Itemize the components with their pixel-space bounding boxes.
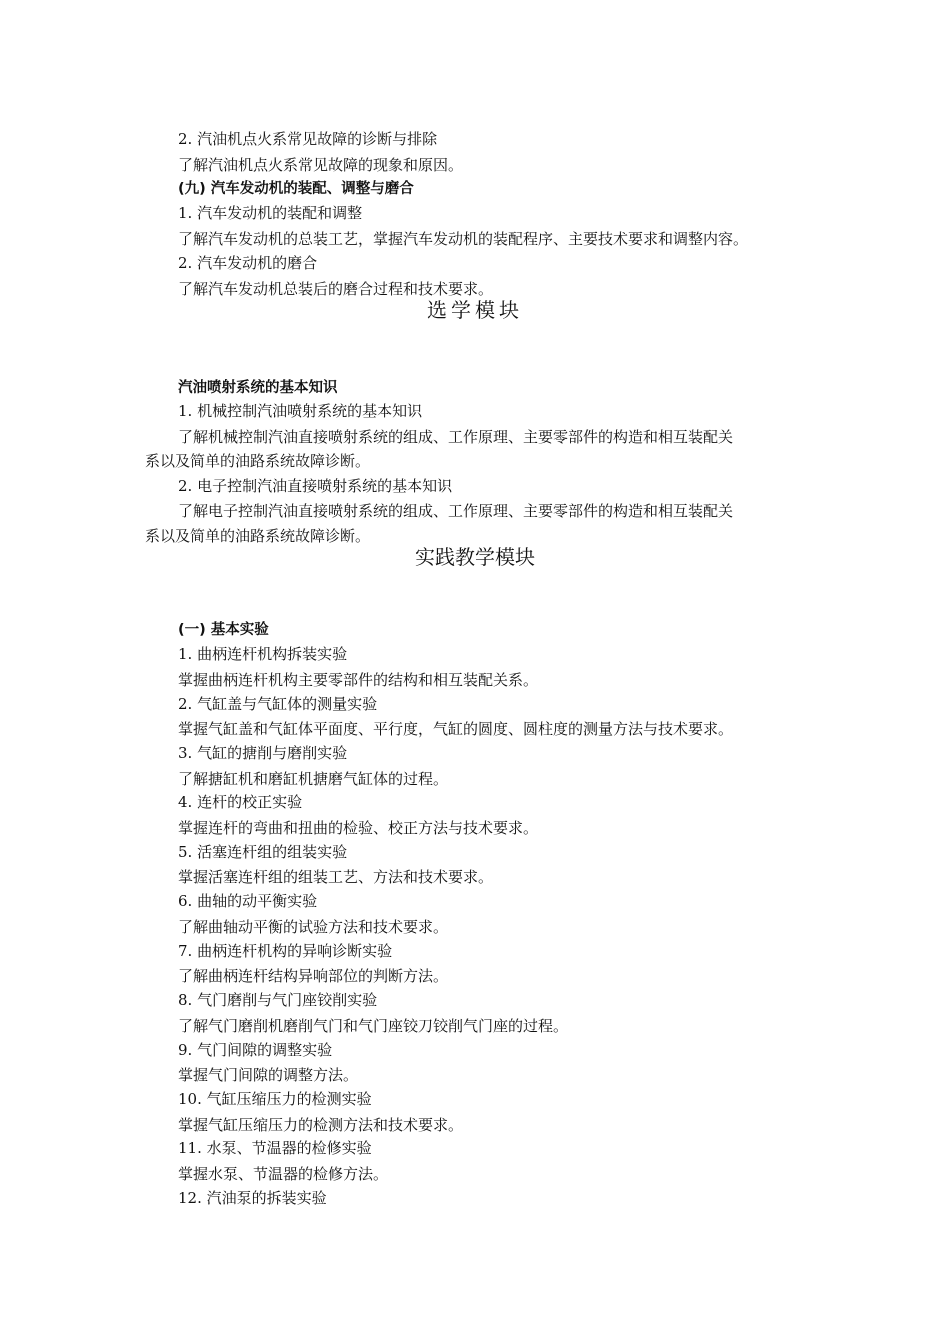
experiment-title: 2. 气缸盖与气缸体的测量实验 (178, 695, 378, 713)
experiment-desc: 掌握连杆的弯曲和扭曲的检验、校正方法与技术要求。 (178, 819, 539, 837)
experiment-title: 9. 气门间隙的调整实验 (178, 1041, 333, 1059)
section-nine-heading: (九) 汽车发动机的装配、调整与磨合 (178, 181, 414, 197)
electronic-injection-desc-line2: 系以及简单的油路系统故障诊断。 (145, 527, 371, 545)
experiment-title: 12. 汽油泵的拆装实验 (178, 1189, 327, 1207)
experiment-title: 7. 曲柄连杆机构的异响诊断实验 (178, 942, 393, 960)
elective-section-heading: 汽油喷射系统的基本知识 (178, 380, 338, 396)
elective-module-title: 选学模块 (427, 298, 523, 322)
assembly-item-desc: 了解汽车发动机的总装工艺，掌握汽车发动机的装配程序、主要技术要求和调整内容。 (178, 230, 749, 248)
experiment-title: 10. 气缸压缩压力的检测实验 (178, 1090, 372, 1108)
experiment-desc: 掌握曲柄连杆机构主要零部件的结构和相互装配关系。 (178, 671, 539, 689)
running-in-item-desc: 了解汽车发动机总装后的磨合过程和技术要求。 (178, 280, 494, 298)
experiment-desc: 了解搪缸机和磨缸机搪磨气缸体的过程。 (178, 770, 449, 788)
mechanical-injection-item-title: 1. 机械控制汽油喷射系统的基本知识 (178, 402, 423, 420)
experiment-title: 5. 活塞连杆组的组装实验 (178, 843, 348, 861)
experiment-desc: 了解曲轴动平衡的试验方法和技术要求。 (178, 918, 449, 936)
experiment-desc: 掌握活塞连杆组的组装工艺、方法和技术要求。 (178, 868, 494, 886)
experiment-desc: 掌握气门间隙的调整方法。 (178, 1066, 359, 1084)
basic-experiments-heading: (一) 基本实验 (178, 622, 269, 638)
experiment-title: 6. 曲轴的动平衡实验 (178, 892, 318, 910)
experiment-title: 11. 水泵、节温器的检修实验 (178, 1139, 372, 1157)
mechanical-injection-desc-line1: 了解机械控制汽油直接喷射系统的组成、工作原理、主要零部件的构造和相互装配关 (178, 428, 734, 446)
practice-module-title: 实践教学模块 (415, 545, 535, 569)
electronic-injection-item-title: 2. 电子控制汽油直接喷射系统的基本知识 (178, 477, 453, 495)
experiment-desc: 掌握气缸压缩压力的检测方法和技术要求。 (178, 1116, 464, 1134)
ignition-fault-item-desc: 了解汽油机点火系常见故障的现象和原因。 (178, 156, 464, 174)
mechanical-injection-desc-line2: 系以及简单的油路系统故障诊断。 (145, 452, 371, 470)
experiment-title: 4. 连杆的校正实验 (178, 793, 303, 811)
ignition-fault-item-title: 2. 汽油机点火系常见故障的诊断与排除 (178, 130, 438, 148)
experiment-title: 3. 气缸的搪削与磨削实验 (178, 744, 348, 762)
electronic-injection-desc-line1: 了解电子控制汽油直接喷射系统的组成、工作原理、主要零部件的构造和相互装配关 (178, 502, 734, 520)
running-in-item-title: 2. 汽车发动机的磨合 (178, 254, 318, 272)
experiment-desc: 了解气门磨削机磨削气门和气门座铰刀铰削气门座的过程。 (178, 1017, 569, 1035)
experiment-title: 8. 气门磨削与气门座铰削实验 (178, 991, 378, 1009)
experiment-desc: 了解曲柄连杆结构异响部位的判断方法。 (178, 967, 449, 985)
assembly-item-title: 1. 汽车发动机的装配和调整 (178, 204, 363, 222)
experiment-title: 1. 曲柄连杆机构拆装实验 (178, 645, 348, 663)
experiment-desc: 掌握水泵、节温器的检修方法。 (178, 1165, 389, 1183)
experiment-desc: 掌握气缸盖和气缸体平面度、平行度，气缸的圆度、圆柱度的测量方法与技术要求。 (178, 720, 734, 738)
